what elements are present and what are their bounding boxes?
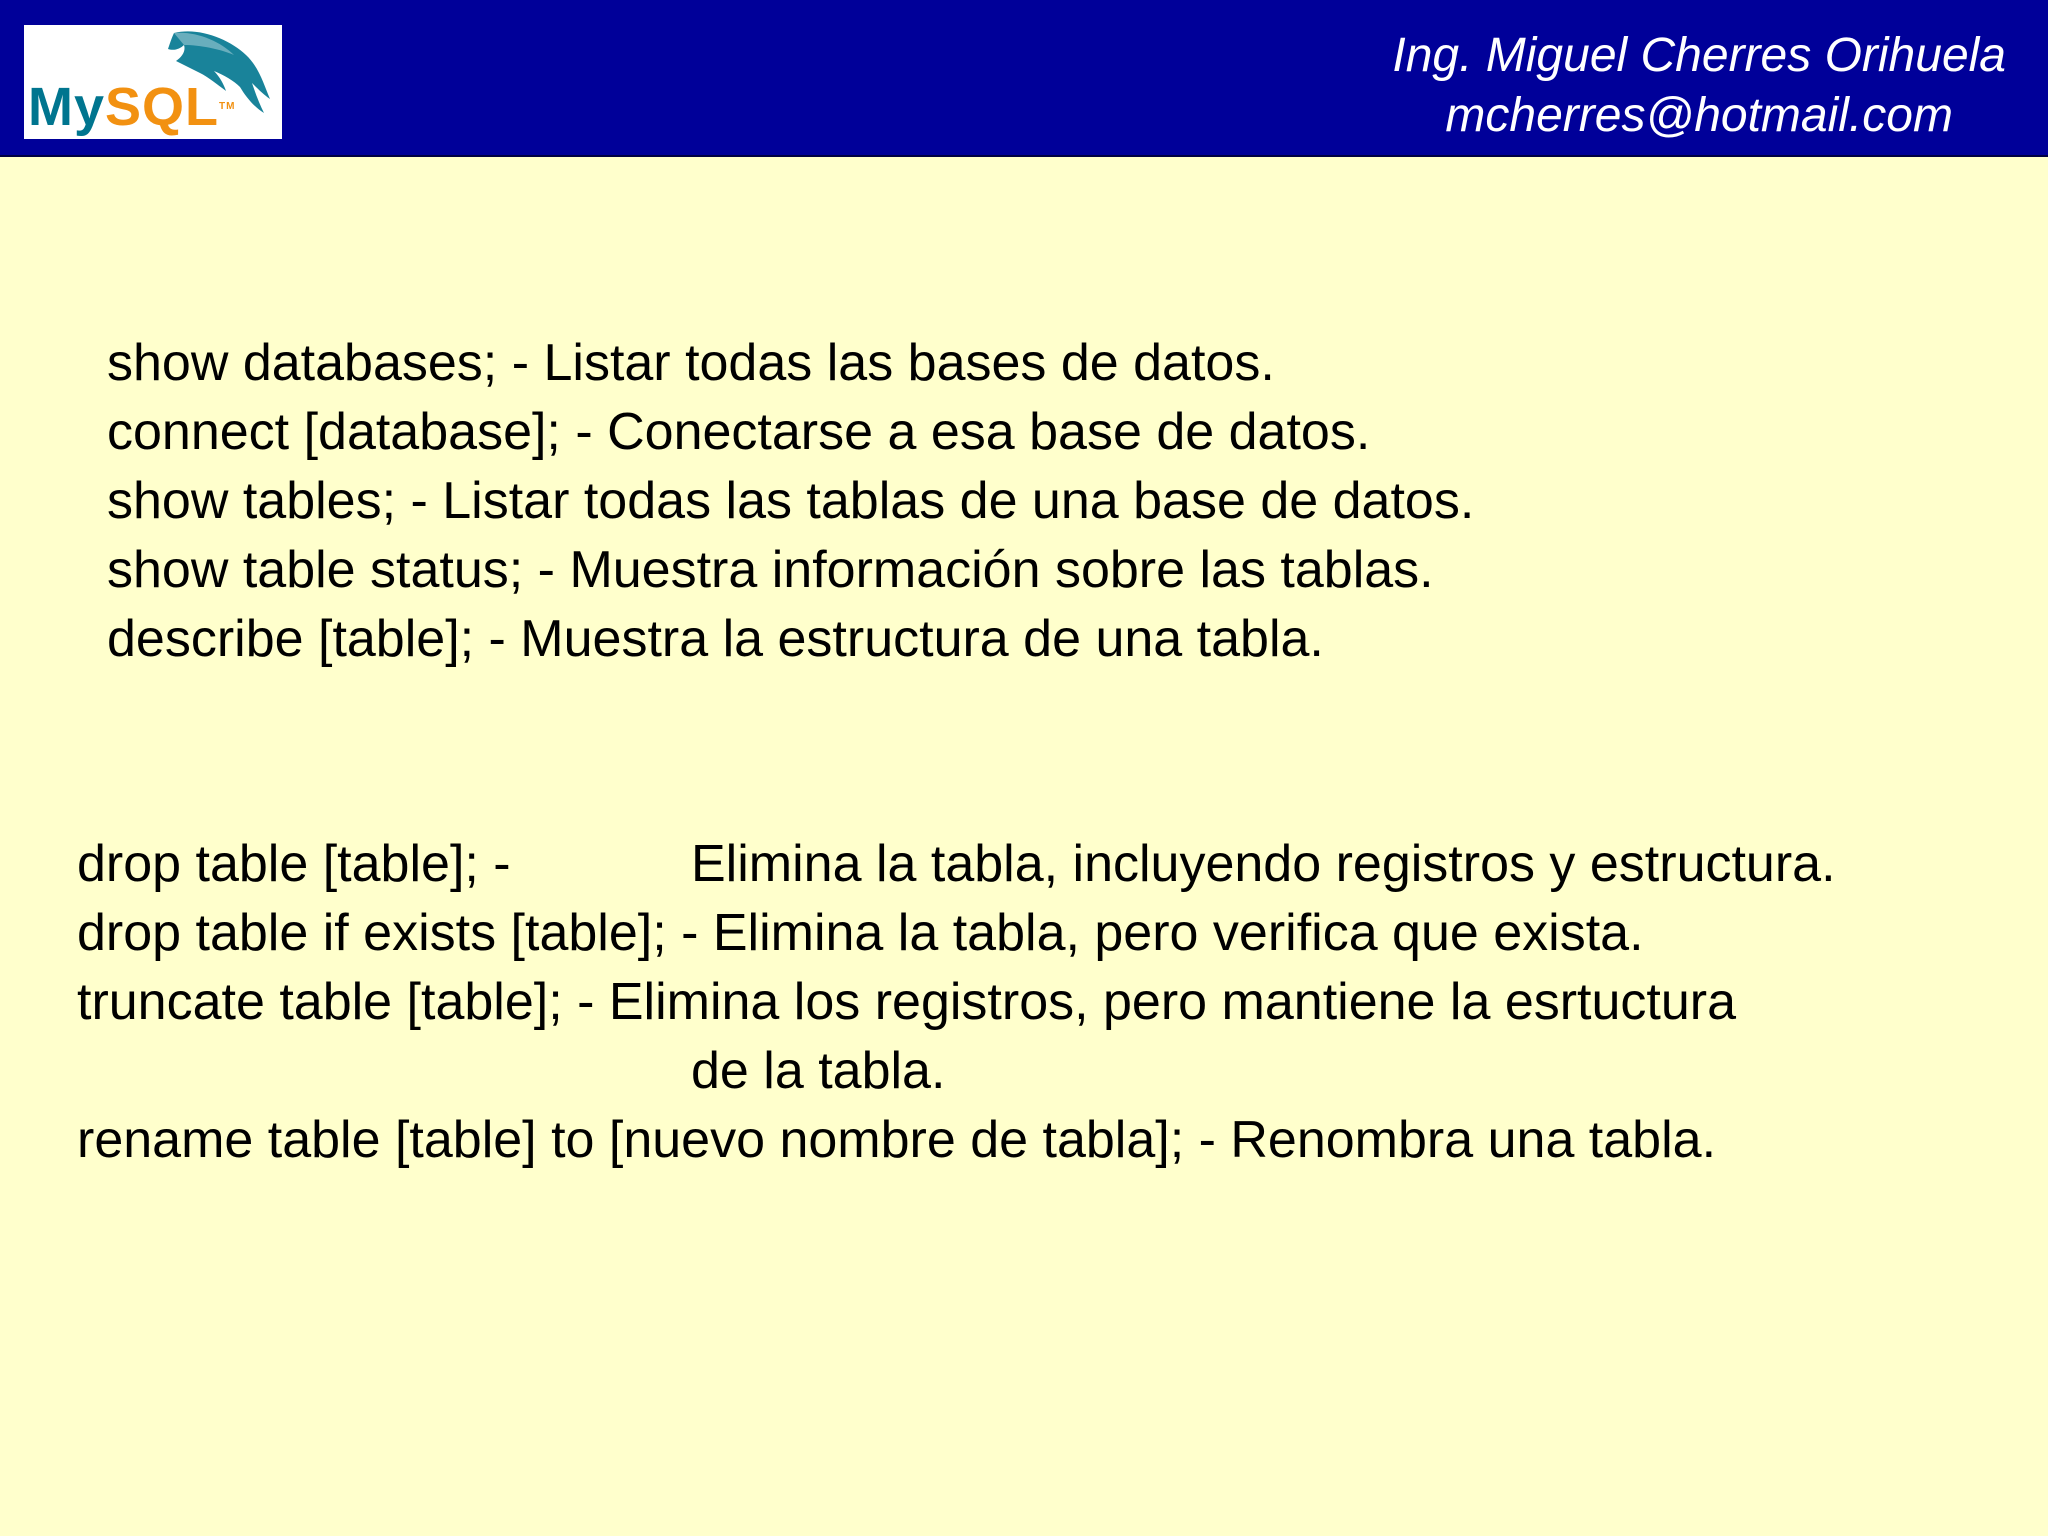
table-commands-list xyxy=(77,830,1836,1175)
basic-commands-list xyxy=(107,329,1474,674)
truncate-continuation: de la tabla. xyxy=(691,1042,946,1100)
slide-header xyxy=(0,0,2048,157)
command-line-drop xyxy=(77,830,1836,899)
author-email: mcherres@hotmail.com xyxy=(1445,89,1953,142)
author-block xyxy=(1392,26,2006,146)
command-line: show databases; - Listar todas las bases de datos. xyxy=(107,334,1275,392)
drop-description: Elimina la tabla, incluyendo registros y estructura. xyxy=(691,835,1836,893)
logo-wordmark: MySQL™ xyxy=(28,77,236,137)
command-line: show table status; - Muestra información sobre las tablas. xyxy=(107,541,1434,599)
command-line-truncate-continuation xyxy=(77,1037,1736,1106)
mysql-logo xyxy=(24,25,282,139)
command-line-drop-if-exists: drop table if exists [table]; - Elimina la tabla, pero verifica que exista. xyxy=(77,904,1644,962)
command-line: describe [table]; - Muestra la estructura de una tabla. xyxy=(107,610,1324,668)
logo-sql: SQL xyxy=(105,77,220,137)
command-line: show tables; - Listar todas las tablas de una base de datos. xyxy=(107,472,1475,530)
command-line-truncate: truncate table [table]; - Elimina los registros, pero mantiene la esrtuctura xyxy=(77,973,1737,1031)
drop-command: drop table [table]; - xyxy=(77,835,511,893)
logo-my: My xyxy=(28,77,106,137)
author-name: Ing. Miguel Cherres Orihuela xyxy=(1392,29,2006,82)
command-line: connect [database]; - Conectarse a esa base de datos. xyxy=(107,403,1371,461)
command-line-rename: rename table [table] to [nuevo nombre de tabla]; - Renombra una tabla. xyxy=(77,1111,1717,1169)
